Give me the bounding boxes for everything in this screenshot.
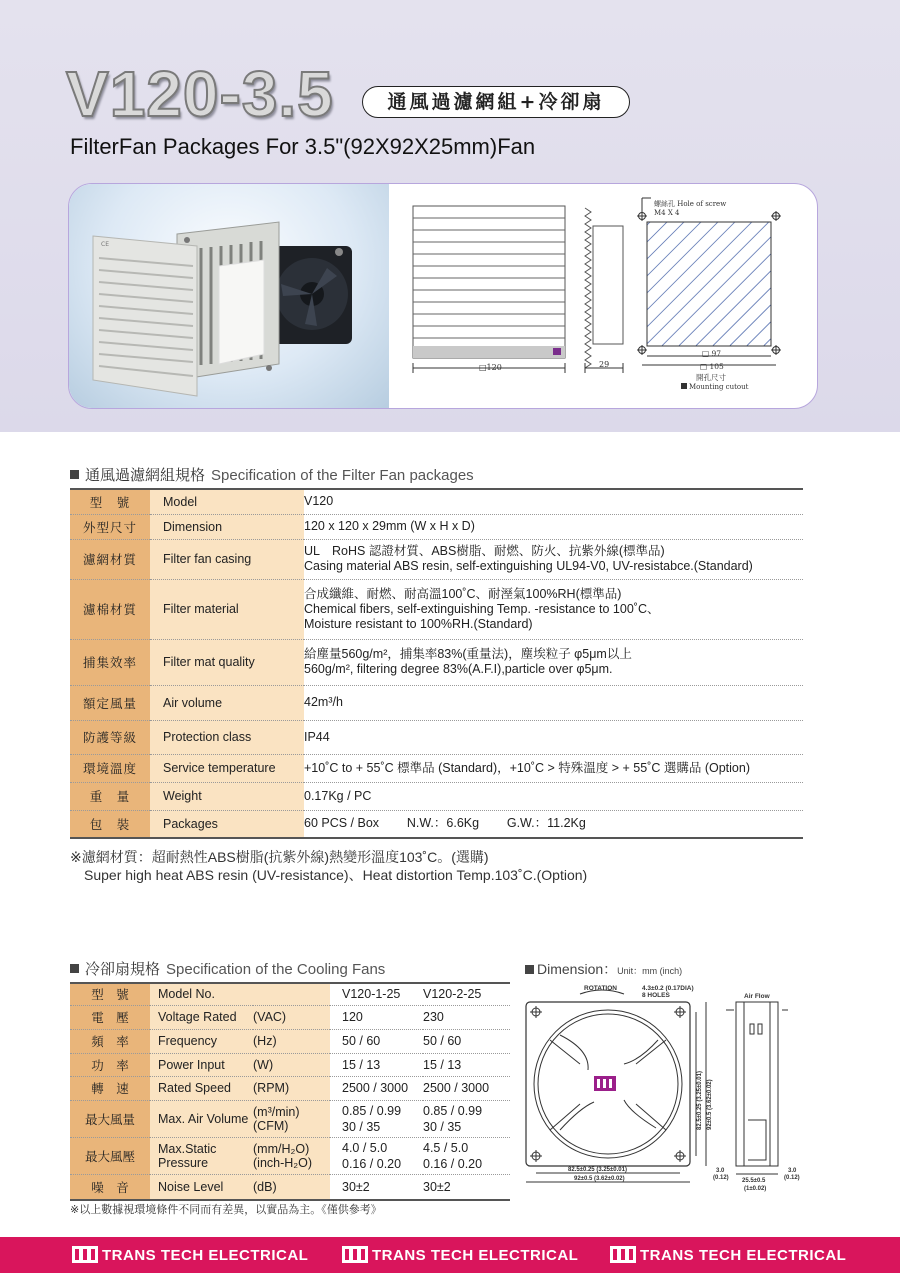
material-note-zh: ※濾網材質：超耐熱性ABS樹脂(抗紫外線)熱變形溫度103˚C。(選購) xyxy=(70,849,489,865)
footer-brand xyxy=(610,1246,846,1264)
row-label-zh: 功 率 xyxy=(70,1053,150,1076)
row-label-en: Filter mat quality xyxy=(150,639,304,685)
row-value: UL RoHS 認證材質、ABS樹脂、耐燃、防火、抗紫外線(標準品) xyxy=(304,544,665,558)
fan-side-view xyxy=(726,1002,788,1166)
holes-label-1: 4.3±0.2 (0.17DIA) xyxy=(642,985,694,992)
row-value: 給塵量560g/m²，捕集率83%(重量法)，塵埃粒子 φ5μm以上 xyxy=(304,647,632,661)
value-v120-1: 15 / 13 xyxy=(330,1053,423,1076)
dim-97-label: □ 97 xyxy=(702,349,722,358)
fan-spec-table xyxy=(70,982,510,1201)
row-label-en: Power Input xyxy=(150,1053,253,1076)
row-label-en: Rated Speed xyxy=(150,1076,253,1100)
table-row xyxy=(70,579,803,639)
material-note-en: Super high heat ABS resin (UV-resistance)、Heat distortion Temp.103˚C.(Option) xyxy=(84,867,588,883)
material-note xyxy=(70,848,587,884)
row-label-zh: 噪 音 xyxy=(70,1174,150,1200)
row-unit: (W) xyxy=(253,1053,330,1076)
row-label-zh: 環境溫度 xyxy=(70,754,150,782)
row-value: 60 PCS / Box N.W.：6.6Kg G.W.：11.2Kg xyxy=(304,816,586,831)
screw-note-zh: 螺絲孔 xyxy=(654,200,675,208)
side-view-drawing xyxy=(585,208,623,373)
row-value: Chemical fibers, self-extinguishing Temp. -resistance to 100˚C、 xyxy=(304,601,660,616)
row-label-zh: 額定風量 xyxy=(70,685,150,720)
row-label-zh: 頻 率 xyxy=(70,1029,150,1053)
reference-footnote: ※以上數據視環境條件不同而有差異，以實品為主。《僅供參考》 xyxy=(70,1204,382,1216)
row-label-en: Protection class xyxy=(150,720,304,754)
row-unit xyxy=(253,1100,330,1137)
cutout-drawing xyxy=(637,198,781,391)
row-value: Casing material ABS resin, self-extinguishing UL94-V0, UV-resistabce.(Standard) xyxy=(304,559,753,573)
filter-spec-heading-en: Specification of the Filter Fan packages xyxy=(211,467,474,484)
filter-fan-illustration xyxy=(69,184,389,408)
row-label-en: Filter fan casing xyxy=(150,539,304,579)
cutout-zh-label: 開孔尺寸 xyxy=(696,373,726,382)
value-v120-1: 2500 / 3000 xyxy=(330,1076,423,1100)
table-row xyxy=(70,1029,510,1053)
table-row xyxy=(70,983,510,1005)
value-v120-2: 0.85 / 0.99 xyxy=(423,1103,483,1118)
row-label-en: Max. Air Volume xyxy=(150,1100,253,1137)
table-row xyxy=(70,489,803,514)
row-label-en: Dimension xyxy=(150,514,304,539)
table-row xyxy=(70,1053,510,1076)
product-subtitle: FilterFan Packages For 3.5"(92X92X25mm)Fan xyxy=(70,134,536,159)
brand-name: TRANS TECH ELECTRICAL xyxy=(640,1247,847,1264)
front-view-drawing xyxy=(413,206,565,373)
fan-spec-heading xyxy=(70,958,385,979)
row-label-en: Packages xyxy=(150,810,304,838)
row-unit: (VAC) xyxy=(253,1005,330,1029)
row-label-en: Voltage Rated xyxy=(150,1005,253,1029)
rotation-label: ROTATION xyxy=(584,985,617,992)
row-label-zh: 防護等級 xyxy=(70,720,150,754)
unit-line: (CFM) xyxy=(253,1118,289,1133)
unit-line: (inch-H₂O) xyxy=(253,1155,313,1170)
brand-name: TRANS TECH ELECTRICAL xyxy=(372,1247,579,1264)
table-row xyxy=(70,539,803,579)
value-v120-1: 0.85 / 0.99 xyxy=(342,1103,402,1118)
fan-spec-heading-en: Specification of the Cooling Fans xyxy=(166,961,386,978)
svg-text:螺絲孔 Hole of screw xyxy=(654,199,726,208)
row-value: 0.17Kg / PC xyxy=(304,788,372,803)
table-row xyxy=(70,1100,510,1137)
value-v120-1: 120 xyxy=(330,1005,423,1029)
side-right-dim-inch: (0.12) xyxy=(784,1175,800,1181)
row-label-zh: 轉 速 xyxy=(70,1076,150,1100)
table-row xyxy=(70,754,803,782)
row-value: IP44 xyxy=(304,729,330,744)
row-label-en: Weight xyxy=(150,782,304,810)
filter-mat-image xyxy=(219,260,264,364)
side-mid-dim-inch: (1±0.02) xyxy=(744,1186,767,1192)
row-label-zh: 型 號 xyxy=(70,983,150,1005)
side-left-dim: 3.0 xyxy=(716,1168,725,1174)
row-label-en: Noise Level xyxy=(150,1174,253,1200)
row-label-zh: 最大風量 xyxy=(70,1100,150,1137)
dimension-heading xyxy=(525,959,682,979)
row-unit: (RPM) xyxy=(253,1076,330,1100)
value-v120-2: 50 / 60 xyxy=(423,1029,510,1053)
table-row xyxy=(70,720,803,754)
footer-bar xyxy=(0,1237,900,1273)
footer-brand xyxy=(72,1246,308,1264)
footer-brand xyxy=(342,1246,578,1264)
fan-dimension-drawing xyxy=(520,980,820,1195)
screw-note-en: Hole of screw xyxy=(677,200,727,208)
row-unit: (Hz) xyxy=(253,1029,330,1053)
row-label-zh: 包 裝 xyxy=(70,810,150,838)
row-unit xyxy=(253,983,330,1005)
value-v120-2: 0.16 / 0.20 xyxy=(423,1156,483,1171)
row-unit: (dB) xyxy=(253,1174,330,1200)
dim-29-label: 29 xyxy=(599,360,610,369)
row-label-zh: 型 號 xyxy=(70,489,150,514)
filter-spec-heading xyxy=(70,464,474,485)
dimension-title: Dimension： xyxy=(537,961,618,977)
filter-spec-table xyxy=(70,488,803,839)
svg-text:CE: CE xyxy=(101,241,109,248)
row-value: 合成纖維、耐燃、耐高溫100˚C、耐溼氣100%RH(標準品) xyxy=(304,586,622,601)
value-v120-2: 2500 / 3000 xyxy=(423,1076,510,1100)
dimension-unit: Unit：mm (inch) xyxy=(617,966,683,976)
row-label-en: Model No. xyxy=(150,983,253,1005)
cutout-en-label: Mounting cutout xyxy=(689,383,749,391)
table-row xyxy=(70,1174,510,1200)
table-row xyxy=(70,810,803,838)
brand-name: TRANS TECH ELECTRICAL xyxy=(102,1247,309,1264)
value-v120-2: 15 / 13 xyxy=(423,1053,510,1076)
fan-spec-heading-zh: 冷卻扇規格 xyxy=(85,961,161,978)
fan-image xyxy=(274,246,352,344)
value-v120-2: 30±2 xyxy=(423,1174,510,1200)
horizontal-dim-2: 92±0.5 (3.62±0.02) xyxy=(574,1176,625,1182)
row-label-zh: 重 量 xyxy=(70,782,150,810)
airflow-label: Air Flow xyxy=(744,993,770,1000)
dim-120-label: □120 xyxy=(479,363,502,372)
chinese-title: 通風過濾網組+冷卻扇 xyxy=(362,86,630,118)
brand-logo-icon xyxy=(594,1076,616,1091)
value-v120-1: 30±2 xyxy=(330,1174,423,1200)
brand-logo-icon xyxy=(610,1246,636,1263)
technical-drawing xyxy=(399,184,817,408)
value-v120-2: V120-2-25 xyxy=(423,983,510,1005)
row-label-en: Air volume xyxy=(150,685,304,720)
vertical-dim-1: 82.5±0.25 (3.25±0.01) xyxy=(697,1071,703,1130)
screw-size: M4 X 4 xyxy=(654,209,680,217)
value-v120-2: 4.5 / 5.0 xyxy=(423,1140,469,1155)
row-label-zh: 捕集效率 xyxy=(70,639,150,685)
brand-logo-icon xyxy=(72,1246,98,1263)
row-label-en: Service temperature xyxy=(150,754,304,782)
table-row xyxy=(70,639,803,685)
louvre-cover-image xyxy=(93,236,197,396)
value-v120-1: 0.16 / 0.20 xyxy=(342,1156,402,1171)
row-unit xyxy=(253,1137,330,1174)
horizontal-dim-1: 82.5±0.25 (3.25±0.01) xyxy=(568,1167,627,1173)
row-label-zh: 最大風壓 xyxy=(70,1137,150,1174)
dim-105-label: □ 105 xyxy=(700,362,724,371)
value-v120-1: V120-1-25 xyxy=(330,983,423,1005)
row-value: 120 x 120 x 29mm (W x H x D) xyxy=(304,519,475,533)
value-v120-1: 30 / 35 xyxy=(342,1119,381,1134)
row-value: +10˚C to + 55˚C 標準品 (Standard)，+10˚C > 特殊溫度 > + 55˚C 選購品 (Option) xyxy=(304,760,750,775)
row-label-zh: 濾網材質 xyxy=(70,539,150,579)
fan-front-view xyxy=(526,1002,690,1166)
unit-line: (m³/min) xyxy=(253,1104,300,1119)
filter-spec-heading-zh: 通風過濾網組規格 xyxy=(85,467,206,484)
row-label-zh: 濾棉材質 xyxy=(70,579,150,639)
holes-label-2: 8 HOLES xyxy=(642,992,670,999)
row-value: 560g/m², filtering degree 83%(A.F.I),particle over φ5μm. xyxy=(304,662,613,676)
model-title: V120-3.5 xyxy=(66,58,334,130)
side-left-dim-inch: (0.12) xyxy=(713,1175,729,1181)
vertical-dim-2: 92±0.5 (3.62±0.02) xyxy=(707,1079,713,1130)
label-line: Max.Static xyxy=(158,1141,217,1156)
product-photo xyxy=(69,184,389,408)
value-v120-2: 230 xyxy=(423,1005,510,1029)
row-label-en: Model xyxy=(150,489,304,514)
row-label-zh: 電 壓 xyxy=(70,1005,150,1029)
unit-line: (mm/H₂O) xyxy=(253,1141,310,1156)
row-value: Moisture resistant to 100%RH.(Standard) xyxy=(304,616,533,631)
side-right-dim: 3.0 xyxy=(788,1168,797,1174)
product-panel xyxy=(68,183,818,409)
side-mid-dim: 25.5±0.5 xyxy=(742,1178,766,1184)
value-v120-1: 50 / 60 xyxy=(330,1029,423,1053)
row-label-en xyxy=(150,1137,253,1174)
brand-logo-icon xyxy=(342,1246,368,1263)
value-v120-2: 30 / 35 xyxy=(423,1119,462,1134)
table-row xyxy=(70,1076,510,1100)
row-label-zh: 外型尺寸 xyxy=(70,514,150,539)
row-label-en: Frequency xyxy=(150,1029,253,1053)
row-value: V120 xyxy=(304,494,334,509)
value-v120-1: 4.0 / 5.0 xyxy=(342,1140,388,1155)
table-row xyxy=(70,514,803,539)
table-row xyxy=(70,782,803,810)
label-line: Pressure xyxy=(158,1155,209,1170)
row-value: 42m³/h xyxy=(304,695,343,709)
table-row xyxy=(70,1005,510,1029)
table-row xyxy=(70,1137,510,1174)
row-label-en: Filter material xyxy=(150,579,304,639)
table-row xyxy=(70,685,803,720)
